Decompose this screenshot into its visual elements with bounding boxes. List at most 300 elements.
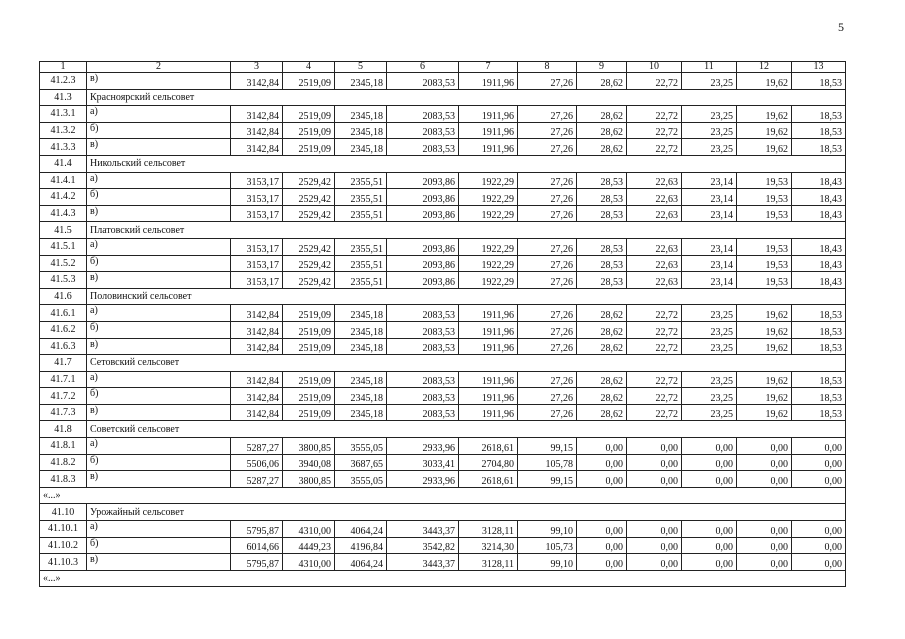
value-cell: 27,26 xyxy=(518,255,577,272)
value-cell: 27,26 xyxy=(518,172,577,189)
value-cell: 0,00 xyxy=(792,454,846,471)
value-cell: 2345,18 xyxy=(335,321,387,338)
value-cell: 2083,53 xyxy=(387,321,459,338)
row-code: 41.10.1 xyxy=(40,521,87,538)
value-cell: 19,62 xyxy=(737,305,792,322)
value-cell: 2093,86 xyxy=(387,238,459,255)
value-cell: 2345,18 xyxy=(335,305,387,322)
value-cell: 28,53 xyxy=(577,238,627,255)
section-name: Никольский сельсовет xyxy=(87,155,846,172)
value-cell: 0,00 xyxy=(577,521,627,538)
value-cell: 99,10 xyxy=(518,554,577,571)
ellipsis-row xyxy=(40,570,846,587)
value-cell: 3800,85 xyxy=(283,471,335,488)
row-code: 41.8.1 xyxy=(40,438,87,455)
value-cell: 19,62 xyxy=(737,371,792,388)
value-cell: 1911,96 xyxy=(459,404,518,421)
section-code: 41.10 xyxy=(40,504,87,521)
section-row xyxy=(40,288,846,305)
row-label: в) xyxy=(87,404,231,421)
value-cell: 2933,96 xyxy=(387,438,459,455)
value-cell: 19,62 xyxy=(737,139,792,156)
value-cell: 22,72 xyxy=(627,404,682,421)
ellipsis-row xyxy=(40,487,846,504)
value-cell: 3142,84 xyxy=(231,305,283,322)
value-cell: 2519,09 xyxy=(283,106,335,123)
table-row xyxy=(40,238,846,255)
value-cell: 3443,37 xyxy=(387,554,459,571)
value-cell: 22,63 xyxy=(627,205,682,222)
value-cell: 2519,09 xyxy=(283,371,335,388)
row-code: 41.10.3 xyxy=(40,554,87,571)
value-cell: 23,14 xyxy=(682,272,737,289)
value-cell: 3142,84 xyxy=(231,73,283,90)
value-cell: 2345,18 xyxy=(335,388,387,405)
table-row xyxy=(40,521,846,538)
column-header: 9 xyxy=(577,62,627,73)
value-cell: 3153,17 xyxy=(231,255,283,272)
row-code: 41.4.3 xyxy=(40,205,87,222)
value-cell: 2345,18 xyxy=(335,371,387,388)
row-label: б) xyxy=(87,321,231,338)
value-cell: 2083,53 xyxy=(387,122,459,139)
value-cell: 1922,29 xyxy=(459,205,518,222)
value-cell: 0,00 xyxy=(627,471,682,488)
value-cell: 2083,53 xyxy=(387,73,459,90)
value-cell: 2519,09 xyxy=(283,73,335,90)
value-cell: 0,00 xyxy=(627,438,682,455)
value-cell: 1911,96 xyxy=(459,371,518,388)
table-row xyxy=(40,454,846,471)
value-cell: 19,62 xyxy=(737,338,792,355)
value-cell: 19,53 xyxy=(737,255,792,272)
column-header: 12 xyxy=(737,62,792,73)
value-cell: 1911,96 xyxy=(459,338,518,355)
value-cell: 18,43 xyxy=(792,255,846,272)
value-cell: 0,00 xyxy=(792,554,846,571)
value-cell: 4310,00 xyxy=(283,521,335,538)
value-cell: 2345,18 xyxy=(335,122,387,139)
value-cell: 1911,96 xyxy=(459,388,518,405)
row-label: а) xyxy=(87,521,231,538)
value-cell: 2704,80 xyxy=(459,454,518,471)
value-cell: 27,26 xyxy=(518,321,577,338)
value-cell: 18,43 xyxy=(792,272,846,289)
value-cell: 0,00 xyxy=(682,438,737,455)
value-cell: 3555,05 xyxy=(335,438,387,455)
value-cell: 0,00 xyxy=(577,554,627,571)
row-label: в) xyxy=(87,471,231,488)
value-cell: 28,62 xyxy=(577,73,627,90)
value-cell: 27,26 xyxy=(518,238,577,255)
row-label: б) xyxy=(87,122,231,139)
value-cell: 2519,09 xyxy=(283,404,335,421)
value-cell: 22,72 xyxy=(627,106,682,123)
row-code: 41.7.2 xyxy=(40,388,87,405)
value-cell: 23,25 xyxy=(682,305,737,322)
row-code: 41.6.1 xyxy=(40,305,87,322)
value-cell: 0,00 xyxy=(737,438,792,455)
value-cell: 18,43 xyxy=(792,238,846,255)
row-code: 41.6.3 xyxy=(40,338,87,355)
row-code: 41.3.2 xyxy=(40,122,87,139)
section-name: Половинский сельсовет xyxy=(87,288,846,305)
row-label: в) xyxy=(87,338,231,355)
table-row xyxy=(40,73,846,90)
value-cell: 99,15 xyxy=(518,438,577,455)
value-cell: 5287,27 xyxy=(231,471,283,488)
value-cell: 23,25 xyxy=(682,122,737,139)
value-cell: 3153,17 xyxy=(231,189,283,206)
value-cell: 18,53 xyxy=(792,73,846,90)
value-cell: 2519,09 xyxy=(283,139,335,156)
value-cell: 2083,53 xyxy=(387,305,459,322)
value-cell: 4310,00 xyxy=(283,554,335,571)
value-cell: 1922,29 xyxy=(459,238,518,255)
row-label: б) xyxy=(87,537,231,554)
column-header: 6 xyxy=(387,62,459,73)
value-cell: 3128,11 xyxy=(459,521,518,538)
value-cell: 19,53 xyxy=(737,272,792,289)
value-cell: 2529,42 xyxy=(283,172,335,189)
value-cell: 1922,29 xyxy=(459,255,518,272)
table-row xyxy=(40,122,846,139)
column-header: 2 xyxy=(87,62,231,73)
section-row xyxy=(40,504,846,521)
value-cell: 2519,09 xyxy=(283,122,335,139)
value-cell: 28,62 xyxy=(577,388,627,405)
value-cell: 0,00 xyxy=(792,438,846,455)
value-cell: 23,14 xyxy=(682,205,737,222)
value-cell: 18,43 xyxy=(792,189,846,206)
value-cell: 3687,65 xyxy=(335,454,387,471)
value-cell: 0,00 xyxy=(627,537,682,554)
value-cell: 27,26 xyxy=(518,139,577,156)
value-cell: 3214,30 xyxy=(459,537,518,554)
value-cell: 28,62 xyxy=(577,122,627,139)
section-row xyxy=(40,355,846,372)
value-cell: 23,25 xyxy=(682,321,737,338)
section-code: 41.7 xyxy=(40,355,87,372)
section-name: Сетовский сельсовет xyxy=(87,355,846,372)
value-cell: 22,72 xyxy=(627,338,682,355)
value-cell: 27,26 xyxy=(518,338,577,355)
value-cell: 28,62 xyxy=(577,106,627,123)
value-cell: 2083,53 xyxy=(387,106,459,123)
value-cell: 99,15 xyxy=(518,471,577,488)
value-cell: 23,25 xyxy=(682,388,737,405)
row-label: а) xyxy=(87,438,231,455)
value-cell: 0,00 xyxy=(737,554,792,571)
row-code: 41.2.3 xyxy=(40,73,87,90)
value-cell: 2345,18 xyxy=(335,73,387,90)
value-cell: 28,53 xyxy=(577,255,627,272)
row-code: 41.5.1 xyxy=(40,238,87,255)
table-row xyxy=(40,139,846,156)
value-cell: 23,25 xyxy=(682,371,737,388)
value-cell: 1911,96 xyxy=(459,106,518,123)
column-header: 13 xyxy=(792,62,846,73)
value-cell: 3153,17 xyxy=(231,205,283,222)
row-label: в) xyxy=(87,272,231,289)
table-row xyxy=(40,106,846,123)
value-cell: 2355,51 xyxy=(335,172,387,189)
value-cell: 3542,82 xyxy=(387,537,459,554)
value-cell: 3142,84 xyxy=(231,139,283,156)
value-cell: 2519,09 xyxy=(283,305,335,322)
value-cell: 18,53 xyxy=(792,371,846,388)
row-code: 41.3.1 xyxy=(40,106,87,123)
value-cell: 22,72 xyxy=(627,388,682,405)
value-cell: 3555,05 xyxy=(335,471,387,488)
section-row xyxy=(40,89,846,106)
value-cell: 23,14 xyxy=(682,172,737,189)
section-code: 41.4 xyxy=(40,155,87,172)
value-cell: 1911,96 xyxy=(459,321,518,338)
column-header: 7 xyxy=(459,62,518,73)
value-cell: 1911,96 xyxy=(459,73,518,90)
value-cell: 0,00 xyxy=(682,471,737,488)
value-cell: 0,00 xyxy=(792,537,846,554)
value-cell: 0,00 xyxy=(682,521,737,538)
value-cell: 0,00 xyxy=(577,454,627,471)
value-cell: 27,26 xyxy=(518,122,577,139)
value-cell: 5795,87 xyxy=(231,521,283,538)
value-cell: 27,26 xyxy=(518,388,577,405)
value-cell: 23,25 xyxy=(682,404,737,421)
value-cell: 2083,53 xyxy=(387,388,459,405)
value-cell: 28,62 xyxy=(577,321,627,338)
table-row xyxy=(40,388,846,405)
value-cell: 28,62 xyxy=(577,371,627,388)
row-code: 41.7.1 xyxy=(40,371,87,388)
section-row xyxy=(40,155,846,172)
value-cell: 3800,85 xyxy=(283,438,335,455)
table-row xyxy=(40,321,846,338)
row-code: 41.5.2 xyxy=(40,255,87,272)
value-cell: 22,63 xyxy=(627,172,682,189)
value-cell: 2345,18 xyxy=(335,404,387,421)
row-label: в) xyxy=(87,554,231,571)
table-body xyxy=(40,73,846,587)
value-cell: 22,72 xyxy=(627,73,682,90)
column-header: 10 xyxy=(627,62,682,73)
column-header: 4 xyxy=(283,62,335,73)
value-cell: 19,53 xyxy=(737,205,792,222)
row-label: в) xyxy=(87,139,231,156)
value-cell: 5795,87 xyxy=(231,554,283,571)
value-cell: 6014,66 xyxy=(231,537,283,554)
value-cell: 0,00 xyxy=(577,438,627,455)
ellipsis-text: «...» xyxy=(40,487,846,504)
value-cell: 3443,37 xyxy=(387,521,459,538)
table-row xyxy=(40,305,846,322)
value-cell: 19,62 xyxy=(737,404,792,421)
value-cell: 19,53 xyxy=(737,238,792,255)
value-cell: 0,00 xyxy=(627,521,682,538)
value-cell: 23,25 xyxy=(682,73,737,90)
value-cell: 3142,84 xyxy=(231,371,283,388)
value-cell: 18,53 xyxy=(792,338,846,355)
value-cell: 2529,42 xyxy=(283,189,335,206)
row-code: 41.7.3 xyxy=(40,404,87,421)
value-cell: 0,00 xyxy=(627,454,682,471)
section-code: 41.3 xyxy=(40,89,87,106)
value-cell: 23,14 xyxy=(682,255,737,272)
value-cell: 19,62 xyxy=(737,122,792,139)
value-cell: 2519,09 xyxy=(283,388,335,405)
value-cell: 27,26 xyxy=(518,205,577,222)
value-cell: 27,26 xyxy=(518,272,577,289)
row-label: б) xyxy=(87,255,231,272)
value-cell: 28,53 xyxy=(577,205,627,222)
value-cell: 3940,08 xyxy=(283,454,335,471)
value-cell: 22,63 xyxy=(627,272,682,289)
section-row xyxy=(40,222,846,239)
row-label: а) xyxy=(87,305,231,322)
table-row xyxy=(40,338,846,355)
value-cell: 3142,84 xyxy=(231,321,283,338)
value-cell: 27,26 xyxy=(518,404,577,421)
value-cell: 2093,86 xyxy=(387,255,459,272)
value-cell: 19,62 xyxy=(737,73,792,90)
section-code: 41.8 xyxy=(40,421,87,438)
value-cell: 3153,17 xyxy=(231,272,283,289)
value-cell: 4196,84 xyxy=(335,537,387,554)
section-name: Урожайный сельсовет xyxy=(87,504,846,521)
row-code: 41.3.3 xyxy=(40,139,87,156)
value-cell: 99,10 xyxy=(518,521,577,538)
value-cell: 18,53 xyxy=(792,139,846,156)
value-cell: 0,00 xyxy=(737,471,792,488)
value-cell: 28,53 xyxy=(577,172,627,189)
row-code: 41.6.2 xyxy=(40,321,87,338)
value-cell: 19,53 xyxy=(737,189,792,206)
value-cell: 5506,06 xyxy=(231,454,283,471)
table-row xyxy=(40,471,846,488)
tariff-table xyxy=(39,61,846,587)
value-cell: 4064,24 xyxy=(335,554,387,571)
section-code: 41.5 xyxy=(40,222,87,239)
value-cell: 18,53 xyxy=(792,404,846,421)
value-cell: 1911,96 xyxy=(459,139,518,156)
value-cell: 23,25 xyxy=(682,139,737,156)
value-cell: 22,63 xyxy=(627,189,682,206)
table-row xyxy=(40,404,846,421)
value-cell: 2345,18 xyxy=(335,338,387,355)
row-label: б) xyxy=(87,189,231,206)
row-code: 41.8.3 xyxy=(40,471,87,488)
table-row xyxy=(40,537,846,554)
row-label: в) xyxy=(87,73,231,90)
value-cell: 2519,09 xyxy=(283,338,335,355)
value-cell: 2529,42 xyxy=(283,255,335,272)
value-cell: 18,53 xyxy=(792,388,846,405)
row-code: 41.10.2 xyxy=(40,537,87,554)
value-cell: 19,53 xyxy=(737,172,792,189)
table-row xyxy=(40,205,846,222)
value-cell: 22,72 xyxy=(627,122,682,139)
value-cell: 23,14 xyxy=(682,189,737,206)
value-cell: 3142,84 xyxy=(231,106,283,123)
value-cell: 27,26 xyxy=(518,371,577,388)
value-cell: 28,62 xyxy=(577,404,627,421)
table-row xyxy=(40,554,846,571)
value-cell: 28,53 xyxy=(577,272,627,289)
section-code: 41.6 xyxy=(40,288,87,305)
value-cell: 3142,84 xyxy=(231,338,283,355)
value-cell: 18,53 xyxy=(792,305,846,322)
value-cell: 22,63 xyxy=(627,238,682,255)
value-cell: 3153,17 xyxy=(231,172,283,189)
value-cell: 2083,53 xyxy=(387,371,459,388)
column-header: 5 xyxy=(335,62,387,73)
value-cell: 27,26 xyxy=(518,189,577,206)
value-cell: 2355,51 xyxy=(335,189,387,206)
value-cell: 1922,29 xyxy=(459,189,518,206)
value-cell: 0,00 xyxy=(627,554,682,571)
value-cell: 2529,42 xyxy=(283,272,335,289)
value-cell: 3142,84 xyxy=(231,122,283,139)
value-cell: 2355,51 xyxy=(335,272,387,289)
value-cell: 0,00 xyxy=(737,521,792,538)
row-label: а) xyxy=(87,106,231,123)
section-name: Советский сельсовет xyxy=(87,421,846,438)
value-cell: 1922,29 xyxy=(459,172,518,189)
section-name: Платовский сельсовет xyxy=(87,222,846,239)
value-cell: 23,14 xyxy=(682,238,737,255)
value-cell: 28,62 xyxy=(577,305,627,322)
row-code: 41.4.2 xyxy=(40,189,87,206)
table-row xyxy=(40,438,846,455)
value-cell: 2093,86 xyxy=(387,205,459,222)
value-cell: 18,43 xyxy=(792,172,846,189)
value-cell: 0,00 xyxy=(577,471,627,488)
value-cell: 27,26 xyxy=(518,106,577,123)
value-cell: 2093,86 xyxy=(387,189,459,206)
value-cell: 2083,53 xyxy=(387,338,459,355)
row-label: б) xyxy=(87,454,231,471)
value-cell: 5287,27 xyxy=(231,438,283,455)
value-cell: 2345,18 xyxy=(335,106,387,123)
value-cell: 0,00 xyxy=(737,537,792,554)
value-cell: 2355,51 xyxy=(335,238,387,255)
value-cell: 19,62 xyxy=(737,388,792,405)
value-cell: 18,43 xyxy=(792,205,846,222)
value-cell: 2083,53 xyxy=(387,139,459,156)
value-cell: 22,72 xyxy=(627,371,682,388)
value-cell: 1922,29 xyxy=(459,272,518,289)
row-label: в) xyxy=(87,205,231,222)
value-cell: 2618,61 xyxy=(459,438,518,455)
table-row xyxy=(40,172,846,189)
column-header: 11 xyxy=(682,62,737,73)
value-cell: 22,72 xyxy=(627,305,682,322)
value-cell: 27,26 xyxy=(518,73,577,90)
value-cell: 2083,53 xyxy=(387,404,459,421)
value-cell: 1911,96 xyxy=(459,122,518,139)
value-cell: 0,00 xyxy=(792,521,846,538)
value-cell: 3033,41 xyxy=(387,454,459,471)
value-cell: 18,53 xyxy=(792,106,846,123)
value-cell: 0,00 xyxy=(682,554,737,571)
value-cell: 18,53 xyxy=(792,122,846,139)
value-cell: 3128,11 xyxy=(459,554,518,571)
value-cell: 3142,84 xyxy=(231,388,283,405)
value-cell: 105,78 xyxy=(518,454,577,471)
table-row xyxy=(40,255,846,272)
table-row xyxy=(40,189,846,206)
